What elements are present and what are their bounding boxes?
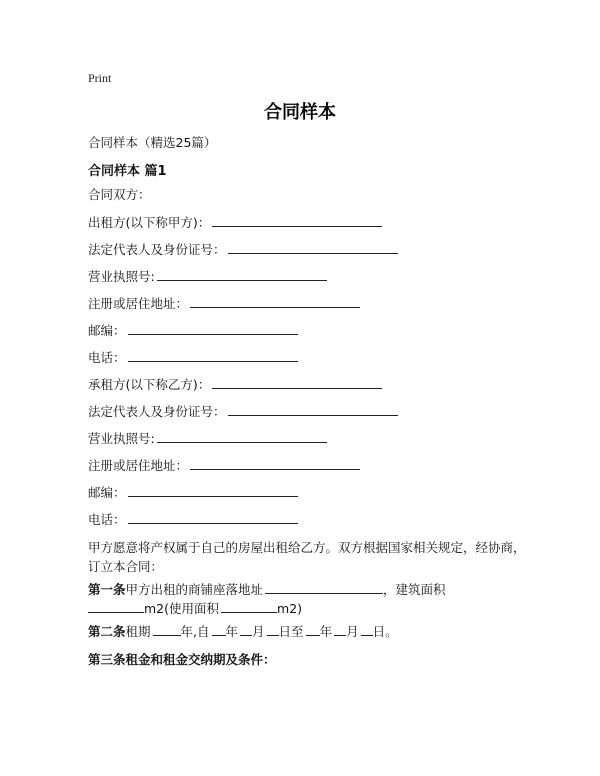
article-2-end-day-blank xyxy=(361,624,373,636)
lessee-rep-field xyxy=(88,403,398,420)
lessee-address-blank xyxy=(190,457,360,470)
article-2 xyxy=(88,622,528,641)
lessee-postcode-field xyxy=(88,484,298,501)
lessor-name-blank xyxy=(212,214,382,227)
lessee-rep-label: 法定代表人及身份证号： xyxy=(88,404,226,419)
article-3-label: 第三条租金和租金交纳期及条件： xyxy=(88,652,276,667)
lessor-license-field xyxy=(88,268,327,285)
article-2-text-b: 年,自 xyxy=(180,624,210,639)
article-2-years-blank xyxy=(153,624,181,636)
lessor-address-field xyxy=(88,295,360,312)
article-2-text-g: 月 xyxy=(346,624,359,639)
lessor-license-label: 营业执照号: xyxy=(88,269,155,284)
article-1-text-b: ，建筑面积 xyxy=(383,582,446,597)
article-2-start-month-blank xyxy=(240,624,252,636)
article-2-text-c: 年 xyxy=(225,624,239,639)
article-2-start-day-blank xyxy=(267,624,279,636)
article-1-area-blank xyxy=(88,601,144,613)
lessee-name-blank xyxy=(212,376,382,389)
lessor-rep-field xyxy=(88,241,398,258)
lessee-license-field xyxy=(88,430,327,447)
article-2-text-h: 日。 xyxy=(372,624,398,639)
lessor-rep-blank xyxy=(228,241,398,254)
lessor-license-blank xyxy=(157,268,327,281)
lessee-postcode-blank xyxy=(128,484,298,497)
lessor-phone-label: 电话： xyxy=(88,350,126,365)
lessor-address-blank xyxy=(190,295,360,308)
lessor-rep-label: 法定代表人及身份证号： xyxy=(88,242,226,257)
article-1-text-a: 甲方出租的商铺座落地址 xyxy=(125,582,264,597)
lessee-rep-blank xyxy=(228,403,398,416)
lessee-phone-label: 电话： xyxy=(88,512,126,527)
article-1 xyxy=(88,580,528,618)
print-link[interactable]: Print xyxy=(88,71,112,85)
article-2-start-year-blank xyxy=(212,624,226,636)
lessee-phone-blank xyxy=(128,511,298,524)
article-2-end-year-blank xyxy=(306,624,320,636)
lessor-name-label: 出租方(以下称甲方)： xyxy=(88,215,211,230)
article-3 xyxy=(88,650,528,669)
article-1-text-c: m2(使用面积 xyxy=(144,601,220,616)
article-1-usable-area-blank xyxy=(221,601,277,613)
lessee-name-field xyxy=(88,376,382,393)
lessor-address-label: 注册或居住地址： xyxy=(88,296,189,311)
lessor-name-field xyxy=(88,214,382,231)
article-1-text-d: m2) xyxy=(277,601,303,616)
lessee-license-blank xyxy=(157,430,327,443)
parties-label: 合同双方： xyxy=(88,187,151,202)
lessee-address-label: 注册或居住地址： xyxy=(88,458,189,473)
article-2-text-a: 租期 xyxy=(125,624,151,639)
lessee-postcode-label: 邮编： xyxy=(88,485,126,500)
article-1-address-blank xyxy=(265,582,383,594)
intro-paragraph: 甲方愿意将产权属于自己的房屋出租给乙方。双方根据国家相关规定，经协商，订立本合同： xyxy=(88,540,526,574)
article-1-label: 第一条 xyxy=(88,582,126,597)
lessee-phone-field xyxy=(88,511,298,528)
lessee-license-label: 营业执照号: xyxy=(88,431,155,446)
article-2-end-month-blank xyxy=(334,624,346,636)
section-heading: 合同样本 篇1 xyxy=(88,164,167,179)
article-2-label: 第二条 xyxy=(88,624,126,639)
article-2-text-e: 日至 xyxy=(278,624,304,639)
lessee-address-field xyxy=(88,457,360,474)
lessee-name-label: 承租方(以下称乙方)： xyxy=(88,377,211,392)
lessor-phone-field xyxy=(88,349,298,366)
document-subtitle: 合同样本（精选25篇） xyxy=(88,135,217,150)
lessor-postcode-field xyxy=(88,322,298,339)
article-2-text-d: 月 xyxy=(252,624,265,639)
document-title: 合同样本 xyxy=(264,102,336,123)
lessor-phone-blank xyxy=(128,349,298,362)
lessor-postcode-blank xyxy=(128,322,298,335)
lessor-postcode-label: 邮编： xyxy=(88,323,126,338)
article-2-text-f: 年 xyxy=(319,624,333,639)
